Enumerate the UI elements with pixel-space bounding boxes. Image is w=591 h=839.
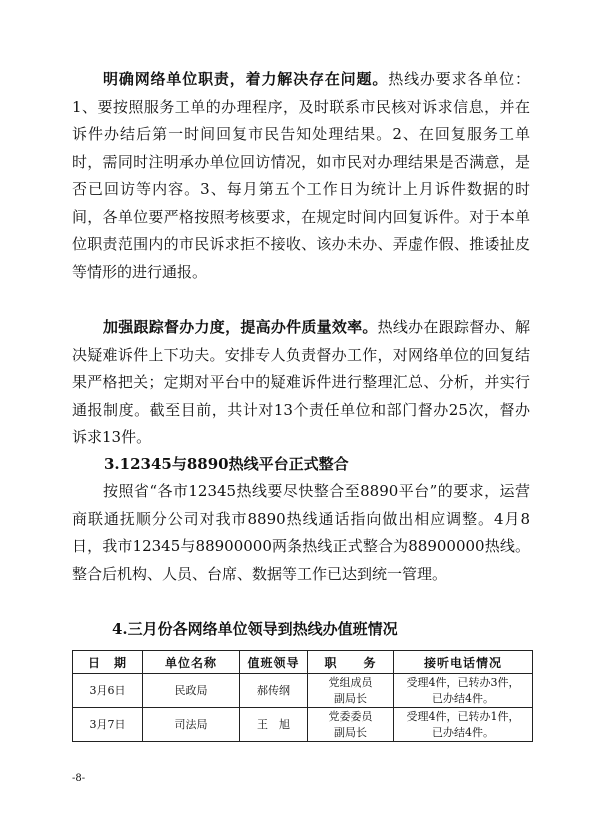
cell-unit: 民政局 (143, 674, 240, 708)
paragraph-body: 热线办在跟踪督办、解决疑难诉件上下功夫。安排专人负责督办工作，对网络单位的回复结果严格把关；定期对平台中的疑难诉件进行整理汇总、分析，并实行通报制度。截至目前，共计对13个责任单位和部门督办25次，督办诉求13件。 (72, 318, 530, 446)
table-header-row (73, 651, 533, 674)
cell-title (308, 674, 394, 708)
cell-unit: 司法局 (143, 708, 240, 742)
cell-leader: 郝传纲 (240, 674, 308, 708)
paragraph-responsibilities (72, 66, 530, 286)
paragraph-supervision (72, 314, 530, 452)
calls-line: 受理4件，已转办3件， (406, 675, 520, 689)
calls-line: 已办结4件。 (432, 725, 494, 739)
cell-title (308, 708, 394, 742)
cell-date: 3月7日 (73, 708, 143, 742)
cell-calls (394, 708, 533, 742)
duty-table (72, 650, 533, 742)
paragraph-body: 热线办要求各单位：1、要按照服务工单的办理程序，及时联系市民核对诉求信息，并在诉件办结后第一时间回复市民告知处理结果。2、在回复服务工单时，需同时注明承办单位回访情况，如市民对办理结果是否满意，是否已回访等内容。3、每月第五个工作日为统计上月诉件数据的时间，各单位要严格按照考核要求，在规定时间内回复诉件。对于本单位职责范围内的市民诉求拒不接收、该办未办、弄虚作假、推诿扯皮等情形的进行通报。 (72, 70, 530, 281)
cell-leader: 王 旭 (240, 708, 308, 742)
paragraph-lead: 加强跟踪督办力度，提高办件质量效率。 (103, 318, 378, 336)
paragraph-integration: 按照省“各市12345热线要尽快整合至8890平台”的要求，运营商联通抚顺分公司对我市8890热线通话指向做出相应调整。4月8日，我市12345与88900000两条热线正式整合为88900000热线。整合后机构、人员、台席、数据等工作已达到统一管理。 (72, 482, 530, 583)
title-line: 党组成员 (328, 675, 373, 689)
cell-calls (394, 674, 533, 708)
table-row (73, 708, 533, 742)
table-row (73, 674, 533, 708)
header-leader: 值班领导 (240, 651, 308, 674)
page-number: -8- (72, 773, 86, 784)
calls-line: 受理4件，已转办1件， (406, 709, 520, 723)
section-heading-3: 3.12345与8890热线平台正式整合 (104, 455, 349, 473)
paragraph-lead: 明确网络单位职责，着力解决存在问题。 (103, 70, 389, 88)
cell-date: 3月6日 (73, 674, 143, 708)
calls-line: 已办结4件。 (432, 691, 494, 705)
header-calls: 接听电话情况 (394, 651, 533, 674)
section-heading-4: 4.三月份各网络单位领导到热线办值班情况 (112, 620, 398, 638)
header-date: 日 期 (73, 651, 143, 674)
header-title: 职 务 (308, 651, 394, 674)
header-unit: 单位名称 (143, 651, 240, 674)
title-line: 党委委员 (328, 709, 373, 723)
title-line: 副局长 (334, 725, 367, 739)
title-line: 副局长 (334, 691, 367, 705)
